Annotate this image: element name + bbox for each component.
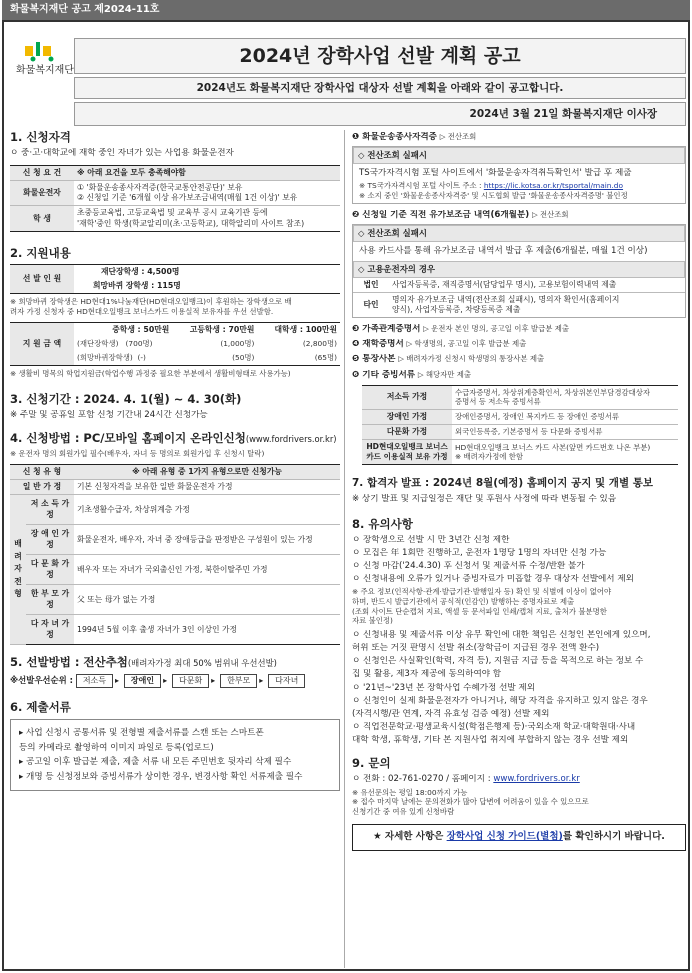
note-item: 집 및 활용, 제3자 제공에 동의하여야 함 <box>352 669 502 680</box>
single-parent-desc: 父 또는 母가 없는 가정 <box>74 585 340 615</box>
r1-head: ❶ 화물운송종사자격증 <box>352 132 437 142</box>
hope-note-2: 려자 가정 신청자 중 HD현대오일뱅크 보너스카드 이용실적 보유자를 우선 선발함. <box>10 306 274 316</box>
foundation-high: (1,000명) <box>220 339 255 349</box>
section-3-title: 3. 신청기간 : 2024. 4. 1(월) ~ 4. 30(화) <box>10 392 242 407</box>
kotsa-link[interactable]: https://lic.kotsa.or.kr/tsportal/main.do <box>483 181 624 191</box>
note-item: 자료 불인정) <box>352 616 393 626</box>
general-label: 일 반 가 정 <box>10 479 74 494</box>
driver-label: 화물운전자 <box>10 181 74 206</box>
guide-link[interactable]: 장학사업 신청 가이드(별첨) <box>446 831 563 843</box>
r6-arrow: ▷ 해당자만 제출 <box>417 369 472 379</box>
student-criterion-2: '재학'중인 학생(학교알리미(초·고등학교), 대학알리미 사이트 참조) <box>77 218 305 228</box>
multicultural-label: 다 문 화 가 정 <box>26 555 74 585</box>
section-4-url: (www.fordrivers.or.kr) <box>245 434 337 445</box>
other-val-1: 명의자 유가보조금 내역(전산조회 실패시), 명의자 확인서(홈페이지 <box>392 294 620 304</box>
disabled-desc: 화물운전자, 배우자, 자녀 중 장애등급을 판정받은 구성원이 있는 가정 <box>74 525 340 555</box>
corp-val: 사업자등록증, 재직증명서(담당업무 명시), 고용보험이력내역 제출 <box>389 278 685 293</box>
website-link[interactable]: www.fordrivers.or.kr <box>493 774 580 785</box>
section-7-note: ※ 상기 발표 및 지급일정은 재단 및 후원사 사정에 따라 변동될 수 있음 <box>352 493 617 504</box>
column-divider <box>344 130 345 968</box>
foundation-uni: (2,800명) <box>302 339 337 349</box>
priority-multi-child: 다자녀 <box>268 674 305 688</box>
arrow-icon: ▸ <box>163 676 168 686</box>
page-subtitle: 2024년도 화물복지재단 장학사업 대상자 선발 계획을 아래와 같이 공고합니다. <box>74 77 686 99</box>
doc-item-1a: ▸ 사업 신청시 공통서류 및 전형별 제출서류를 스캔 또는 스마트폰 <box>19 728 264 739</box>
amount-table <box>10 322 340 365</box>
extra-low-income: 저소득 가정 <box>362 385 452 409</box>
announcement-date: 2024년 3월 21일 화물복지재단 이사장 <box>74 102 686 126</box>
consideration-label: 배려자전형 <box>10 495 26 645</box>
disabled-label: 장 애 인 가 정 <box>26 525 74 555</box>
type-label: 신 청 유 형 <box>10 464 74 479</box>
r2-gray: ◇ 전산조회 실패시 <box>353 225 685 242</box>
extra-hd-bonus: HD현대오일뱅크 보너스카드 이용실적 보유 가정 <box>362 440 452 465</box>
extra-disabled-v1: 장애인증명서, 장애인 복지카드 등 장애인 증빙서류 <box>452 410 678 425</box>
footer-note <box>352 824 686 850</box>
extra-hd-bonus-v2: ※ 배려자가정에 한함 <box>455 452 524 462</box>
selection-label: 선 발 인 원 <box>10 264 74 293</box>
arrow-icon: ▸ <box>115 676 120 686</box>
section-7-title: 7. 합격자 발표 : 2024년 8월(예정) 홈페이지 공지 및 개별 통보 <box>352 476 654 489</box>
note-item: ㅇ 직업전문학교·평생교육시설(학점은행제 등)·국외소재 학교·대학원대·사내 <box>352 722 636 733</box>
selection-values <box>74 264 340 293</box>
arrow-icon: ▸ <box>259 676 264 686</box>
type-note: ※ 아래 유형 중 1가지 유형으로만 신청가능 <box>74 464 340 479</box>
contact-note-3: 신청기간 중 여유 있게 신청바람 <box>352 806 455 816</box>
extra-low-income-v2: 증명서 등 저소득 증빙서류 <box>455 397 541 407</box>
section-1-intro: ㅇ 중·고·대학교에 재학 중인 자녀가 있는 사업용 화물운전자 <box>10 147 234 158</box>
r6-head: ❻ 기타 증빙서류 <box>352 369 416 380</box>
driver-criterion-2: ② 신청일 기준 '6개월 이상 유가보조금내역(매월 1건 이상)' 보유 <box>77 193 298 203</box>
note-item: ㅇ 신청내용 및 제출서류 이상 유무 확인에 대한 책임은 신청인 본인에게 있으며, <box>352 629 651 640</box>
amount-note: ※ 생활비 명목의 학업지원금(학업수행 과정중 필요한 부분에서 생활비형태로 사용가능) <box>10 368 291 378</box>
arrow-icon: ▸ <box>211 676 216 686</box>
extra-multicultural-v1: 외국인등록증, 기본증명서 등 다문화 증빙서류 <box>452 425 678 440</box>
extra-docs-table <box>362 385 678 465</box>
doc-item-1b: 등의 카메라로 촬영하여 이미지 파일로 등록(업로드) <box>19 742 214 753</box>
note-item: ※ 주요 정보(인적사항·관계·발급기관·발행일자 등) 확인 및 식별에 이상이 없어야 <box>352 587 612 597</box>
section-9-title: 9. 문의 <box>352 756 391 771</box>
multi-child-label: 다 자 녀 가 정 <box>26 615 74 645</box>
multicultural-desc: 배우자 또는 자녀가 국외출신인 가정, 북한이탈주민 가정 <box>74 555 340 585</box>
section-2-title: 2. 지원내용 <box>10 245 71 260</box>
notice-number: 화물복지재단 공고 제2024-11호 <box>2 0 690 20</box>
application-type-table <box>10 464 340 645</box>
r1-gray: ◇ 전산조회 실패시 <box>353 147 685 164</box>
section-5-sub: (배려자가정 최대 50% 범위내 우선선발) <box>127 658 277 669</box>
header <box>4 22 688 127</box>
student-label: 학 생 <box>10 206 74 231</box>
note-item: ㅇ 장학생으로 선발 시 만 3년간 신청 제한 <box>352 534 510 545</box>
hope-count: 희망바퀴 장학생 : 115명 <box>93 280 181 290</box>
note-item: 하며, 반드시 발급기관에서 공식적(인감인) 발행하는 증명자료로 제출 <box>352 597 575 607</box>
corp-label: 법인 <box>353 278 389 293</box>
extra-hd-bonus-v1: HD현대오일뱅크 보너스 카드 사본(앞면 카드번호 나온 부분) <box>455 442 651 452</box>
note-item: (조회 사이트 단순캡쳐 지료, 액셀 등 문서파일 인쇄/캡쳐 지료, 출처가 불분명한 <box>352 606 607 616</box>
note-item: ㅇ 신청인은 사실확인(학력, 자격 등), 지원금 지급 등을 목적으로 하는 정보 수 <box>352 656 644 667</box>
amount-uni: 대학생 : 100만원 <box>274 325 337 335</box>
r3-head: ❸ 가족관계증명서 <box>352 324 421 335</box>
priority-label: ※선발우선순위 : <box>10 675 73 686</box>
extra-low-income-v1: 수급자증명서, 차상위계층확인서, 차상위본인부담경감대상자 <box>455 387 651 397</box>
logo-text: 화물복지재단 <box>16 65 74 76</box>
amount-label: 지 원 금 액 <box>10 323 74 365</box>
r2-box <box>352 224 686 318</box>
r2-line1: 사용 카드사를 통해 유가보조금 내역서 발급 후 제출(6개월분, 매월 1건 이상) <box>359 245 648 256</box>
note-item: 허위 또는 거짓 판명시 선발 취소(장학금이 지급된 경우 전액 환수) <box>352 643 600 654</box>
selection-count-table <box>10 264 340 294</box>
r5-arrow: ▷ 배려자가정 신청시 학생명의 통장사본 제출 <box>398 354 545 364</box>
hope-uni: (65명) <box>314 352 337 362</box>
section-4-title: 4. 신청방법 : PC/모바일 홈페이지 온라인신청 <box>10 431 246 446</box>
r1-box <box>352 146 686 203</box>
r4-head: ❹ 재학증명서 <box>352 339 404 350</box>
driver-criteria <box>74 181 340 206</box>
foundation-count: 재단장학생 : 4,500명 <box>101 266 180 276</box>
r2-gray2: ◇ 고용운전자의 경우 <box>353 261 685 278</box>
note-item: ㅇ 신청내용에 오류가 있거나 증빙자료가 미흡할 경우 대상자 선발에서 제외 <box>352 574 634 585</box>
student-criterion-1: 초중등교육법, 고등교육법 및 교육부 공시 교육기관 등에 <box>77 208 268 218</box>
foundation-middle: (700명) <box>125 339 153 349</box>
priority-low-income: 저소득 <box>76 674 113 688</box>
driver-criterion-1: ① '화물운송종사자격증(한국교통안전공단)' 보유 <box>77 183 243 193</box>
note-item: ㅇ 신청인이 실제 화물운전자가 아니거나, 해당 자격을 유지하고 있지 않은 경우 <box>352 695 648 706</box>
r1-line1: TS국가자격시험 포털 사이트에서 '화물운송자격취득확인서' 발급 후 제출 <box>359 168 632 179</box>
right-column <box>352 130 686 851</box>
doc-item-2: ▸ 공고일 이후 발급분 제출, 제출 서류 내 모든 주민번호 뒷자리 삭제 필수 <box>19 757 292 768</box>
req-note: ※ 아래 요건을 모두 충족해야함 <box>74 166 340 181</box>
req-label: 신 청 요 건 <box>10 166 74 181</box>
contact-phone: ㅇ 전화 : 02-761-0270 / 홈페이지 : <box>352 774 491 785</box>
r1-note2: ※ 소지 중인 '화물운송종사자격증' 및 시도협회 발급 '화물운송종사자격증명' 불인정 <box>359 190 628 200</box>
contact-note-1: ※ 유선문의는 평일 18:00까지 가능 <box>352 787 468 797</box>
r2-arrow: ▷ 전산조회 <box>531 209 569 219</box>
general-desc: 기본 신청자격을 보유한 일반 화물운전자 가정 <box>74 479 340 494</box>
single-parent-label: 한 부 모 가 정 <box>26 585 74 615</box>
other-label: 타인 <box>353 292 389 317</box>
extra-disabled: 장애인 가정 <box>362 410 452 425</box>
amount-high: 고등학생 : 70만원 <box>189 325 255 335</box>
extra-multicultural: 다문화 가정 <box>362 425 452 440</box>
footer-pre: ★ 자세한 사항은 <box>373 831 447 843</box>
r4-arrow: ▷ 학생명의, 공고일 이후 발급분 제출 <box>406 339 527 349</box>
notes-list <box>352 535 686 747</box>
note-item: ㅇ 신청 마감('24.4.30) 후 신청서 및 제출서류 수정/반환 불가 <box>352 561 585 572</box>
note-item: ㅇ '21년~'23년 본 장학사업 수혜가정 선발 제외 <box>352 682 536 693</box>
hope-label: (희망바퀴장학생) <box>77 352 133 362</box>
priority-single-parent: 한부모 <box>220 674 257 688</box>
multi-child-desc: 1994년 5월 이후 출생 자녀가 3인 이상인 가정 <box>77 624 238 634</box>
r5-head: ❺ 통장사본 <box>352 354 396 365</box>
other-val-2: 양식), 사업자등록증, 차량등록증 제출 <box>392 304 521 314</box>
note-item: (자격시행/관 연계, 자격 유효성 검증 예정) 선발 제외 <box>352 708 550 719</box>
left-column <box>10 130 340 791</box>
section-3-note: ※ 주말 및 공휴일 포함 신청 기간내 24시간 신청가능 <box>10 410 208 421</box>
contact-note-2: ※ 접수 마지막 날에는 문의전화가 많아 답변에 어려움이 있을 수 있으므로 <box>352 797 589 807</box>
note-item: 대학 학생, 휴학생, 기타 본 지원사업 취지에 부합하지 않는 경우 선발 제외 <box>352 735 629 746</box>
low-income-desc: 기초생활수급자, 차상위계층 가정 <box>74 495 340 525</box>
doc-item-3: ▸ 개명 등 신청정보와 증빙서류가 상이한 경우, 변경사항 확인 서류제출 필수 <box>19 771 303 782</box>
priority-disabled: 장애인 <box>124 674 161 688</box>
page-title: 2024년 장학사업 선발 계획 공고 <box>74 38 686 74</box>
r2-head: ❷ 신청일 기준 직전 유가보조금 내역(6개월분) <box>352 209 530 220</box>
employed-driver-table <box>353 278 685 317</box>
truck-logo-icon <box>24 40 60 62</box>
amount-middle: 중학생 : 50만원 <box>112 325 170 335</box>
r3-arrow: ▷ 운전자 본인 명의, 공고일 이후 발급분 제출 <box>423 324 569 334</box>
student-criteria <box>74 206 340 231</box>
r1-arrow: ▷ 전산조회 <box>439 132 477 141</box>
section-4-note: ※ 운전자 명의 회원가입 필수(배우자, 자녀 등 명의로 회원가입 후 신청시 탈락) <box>10 449 265 459</box>
footer-post: 를 확인하시기 바랍니다. <box>562 831 665 843</box>
note-item: ㅇ 모집은 年 1회만 진행하고, 운전자 1명당 1명의 자녀만 신청 가능 <box>352 547 607 558</box>
eligibility-table <box>10 165 340 232</box>
foundation-label: (재단장학생) <box>77 339 119 349</box>
section-8-title: 8. 유의사항 <box>352 516 413 531</box>
hope-middle: (-) <box>137 352 146 362</box>
priority-row <box>10 674 340 688</box>
low-income-label: 저 소 득 가 정 <box>26 495 74 525</box>
section-6-title: 6. 제출서류 <box>10 700 71 715</box>
hope-note-1: ※ 희망바퀴 장학생은 HD현대1%나눔재단(HD현대오일뱅크)이 후원하는 장학생으로 배 <box>10 296 292 306</box>
documents-box <box>10 719 340 791</box>
logo <box>16 40 74 77</box>
section-1-title: 1. 신청자격 <box>10 130 71 144</box>
priority-multicultural: 다문화 <box>172 674 209 688</box>
r1-note1: ※ TS국가자격시험 포털 사이트 주소 : <box>359 181 482 191</box>
hope-high: (50명) <box>232 352 255 362</box>
section-5-title: 5. 선발방법 : 전산추첨 <box>10 655 128 670</box>
